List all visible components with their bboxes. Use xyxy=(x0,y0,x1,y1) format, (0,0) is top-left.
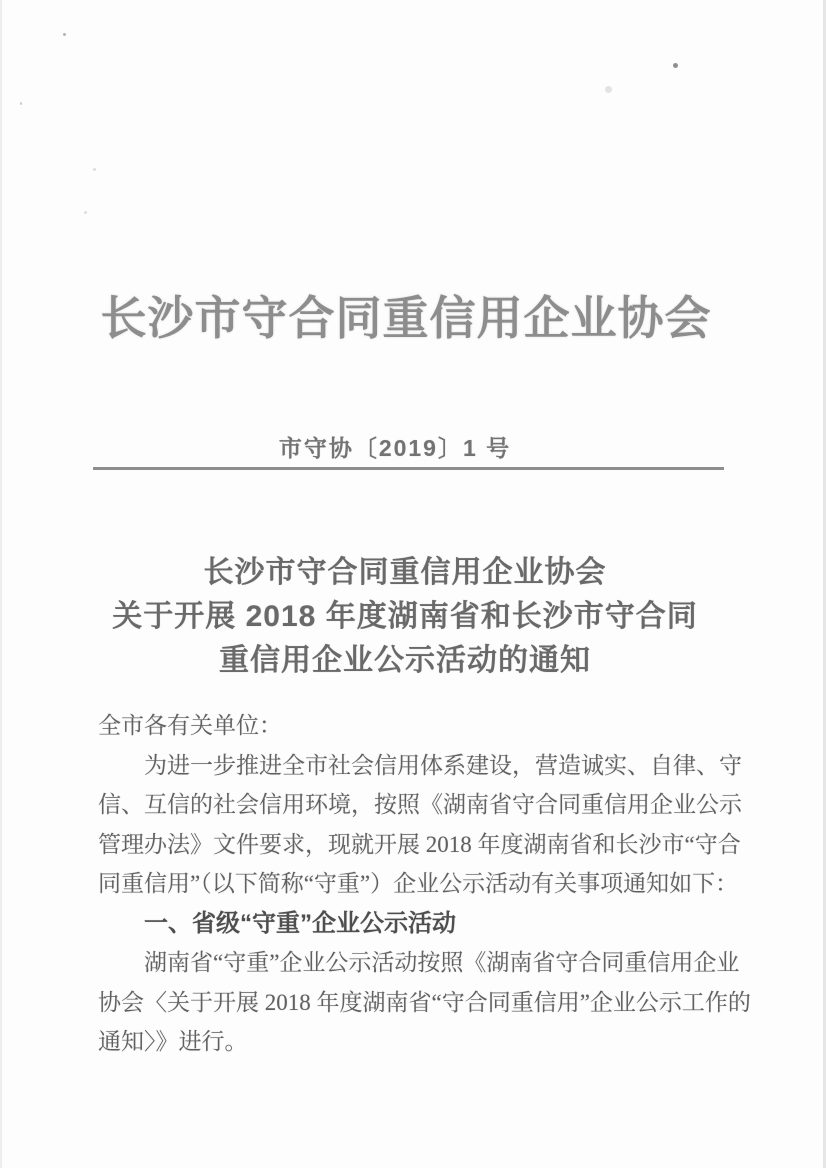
section-heading-province-activity: 一、省级“守重”企业公示活动 xyxy=(144,909,456,937)
letterhead-association-name: 长沙市守合同重信用企业协会 xyxy=(100,292,712,344)
salutation-line: 全市各有关单位： xyxy=(98,713,282,738)
document-reference-number: 市守协〔2019〕1 号 xyxy=(278,435,512,461)
notice-title-line-2: 关于开展 2018 年度湖南省和长沙市守合同 xyxy=(112,600,698,633)
body-line: 协会〈关于开展 2018 年度湖南省“守合同重信用”企业公示工作的 xyxy=(98,989,751,1015)
body-line: 通知〉》进行。 xyxy=(98,1029,248,1054)
notice-title-line-3: 重信用企业公示活动的通知 xyxy=(219,644,591,677)
body-line: 信、互信的社会信用环境，按照《湖南省守合同重信用企业公示 xyxy=(98,792,742,817)
notice-title xyxy=(0,551,810,683)
body-line: 湖南省“守重”企业公示活动按照《湖南省守合同重信用企业 xyxy=(144,950,740,975)
letterhead-divider-line xyxy=(93,467,724,470)
notice-title-line-1: 长沙市守合同重信用企业协会 xyxy=(203,556,607,589)
scan-speck xyxy=(93,168,96,171)
notice-body xyxy=(98,706,758,1062)
scan-speck xyxy=(63,33,66,36)
body-line: 同重信用”（以下简称“守重”）企业公示活动有关事项通知如下： xyxy=(98,871,739,896)
scan-speck xyxy=(20,102,22,105)
body-line: 管理办法》文件要求，现就开展 2018 年度湖南省和长沙市“守合 xyxy=(98,831,741,857)
scan-speck xyxy=(605,86,612,93)
scan-speck xyxy=(673,63,678,68)
body-line: 为进一步推进全市社会信用体系建设，营造诚实、自律、守 xyxy=(144,752,742,778)
scan-speck xyxy=(84,211,87,214)
